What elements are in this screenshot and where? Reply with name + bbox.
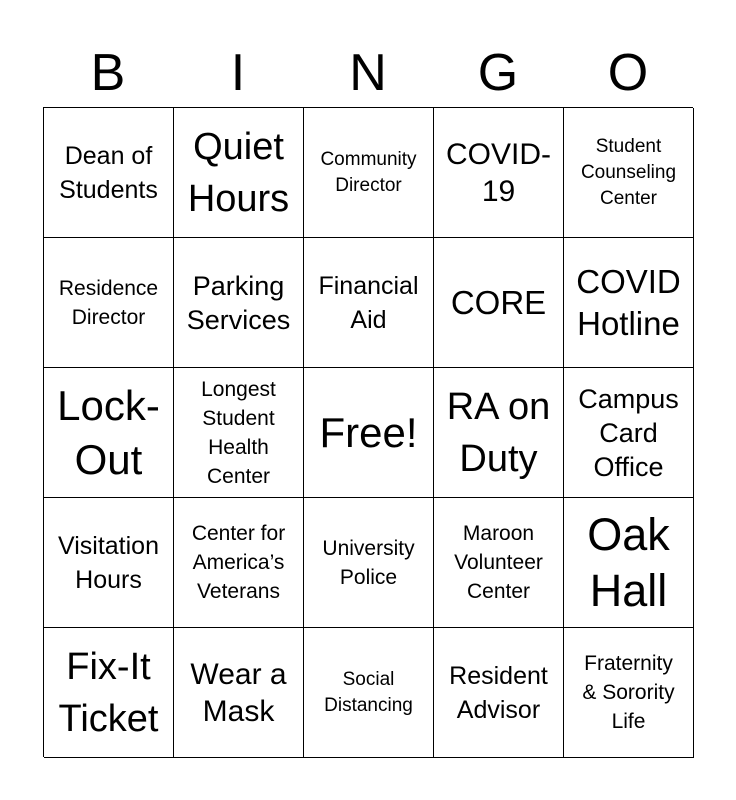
bingo-cell-r3c4[interactable] bbox=[434, 368, 564, 498]
cell-label: Wear a Mask bbox=[190, 657, 287, 728]
header-letter-n: N bbox=[349, 44, 387, 102]
bingo-cell-r1c2[interactable] bbox=[174, 108, 304, 238]
cell-label: Resident Advisor bbox=[449, 661, 548, 724]
bingo-board bbox=[43, 107, 693, 757]
bingo-cell-r2c1[interactable] bbox=[44, 238, 174, 368]
cell-label: COVID- 19 bbox=[446, 137, 551, 208]
bingo-cell-r2c5[interactable] bbox=[564, 238, 694, 368]
cell-label: Residence Director bbox=[58, 276, 159, 329]
bingo-cell-r1c3[interactable] bbox=[304, 108, 434, 238]
bingo-cell-r5c5[interactable] bbox=[564, 628, 694, 758]
bingo-cell-r2c3[interactable] bbox=[304, 238, 434, 368]
cell-label: Parking Services bbox=[186, 270, 291, 335]
cell-label: Free! bbox=[319, 408, 418, 456]
cell-label: RA on Duty bbox=[446, 385, 551, 480]
bingo-cell-r4c2[interactable] bbox=[174, 498, 304, 628]
cell-label: Student Counseling Center bbox=[580, 135, 677, 209]
header-letter-o: O bbox=[607, 44, 649, 102]
cell-label: Community Director bbox=[320, 148, 417, 196]
bingo-cell-r1c4[interactable] bbox=[434, 108, 564, 238]
cell-label: Social Distancing bbox=[324, 668, 413, 716]
header-letter-g: G bbox=[477, 44, 519, 102]
cell-label: Campus Card Office bbox=[578, 383, 679, 482]
cell-label: Financial Aid bbox=[318, 271, 419, 334]
cell-label: Dean of Students bbox=[59, 141, 158, 204]
bingo-cell-r5c4[interactable] bbox=[434, 628, 564, 758]
bingo-cell-r5c1[interactable] bbox=[44, 628, 174, 758]
bingo-cell-r3c1[interactable] bbox=[44, 368, 174, 498]
cell-label: Fix-It Ticket bbox=[58, 645, 159, 740]
header-letter-b: B bbox=[90, 44, 126, 102]
cell-label: Longest Student Health Center bbox=[201, 377, 276, 488]
cell-label: Oak Hall bbox=[587, 508, 670, 616]
header-letter-i: I bbox=[230, 44, 246, 102]
bingo-cell-r3c5[interactable] bbox=[564, 368, 694, 498]
cell-label: Quiet Hours bbox=[187, 125, 290, 220]
bingo-cell-r3c3[interactable] bbox=[304, 368, 434, 498]
bingo-cell-r4c5[interactable] bbox=[564, 498, 694, 628]
bingo-cell-r2c2[interactable] bbox=[174, 238, 304, 368]
bingo-cell-r3c2[interactable] bbox=[174, 368, 304, 498]
bingo-cell-r4c1[interactable] bbox=[44, 498, 174, 628]
cell-label: Maroon Volunteer Center bbox=[454, 522, 543, 603]
bingo-cell-r5c2[interactable] bbox=[174, 628, 304, 758]
cell-label: Visitation Hours bbox=[58, 531, 159, 594]
bingo-cell-r4c3[interactable] bbox=[304, 498, 434, 628]
cell-label: University Police bbox=[322, 536, 415, 589]
cell-label: Center for America’s Veterans bbox=[191, 522, 286, 603]
cell-label: Lock- Out bbox=[57, 381, 160, 483]
bingo-cell-r1c5[interactable] bbox=[564, 108, 694, 238]
cell-label: Fraternity & Sorority Life bbox=[582, 652, 675, 733]
cell-label: CORE bbox=[450, 283, 547, 321]
bingo-cell-r1c1[interactable] bbox=[44, 108, 174, 238]
bingo-header bbox=[43, 40, 693, 106]
bingo-cell-r5c3[interactable] bbox=[304, 628, 434, 758]
bingo-cell-r4c4[interactable] bbox=[434, 498, 564, 628]
bingo-cell-r2c4[interactable] bbox=[434, 238, 564, 368]
cell-label: COVID Hotline bbox=[576, 262, 681, 342]
